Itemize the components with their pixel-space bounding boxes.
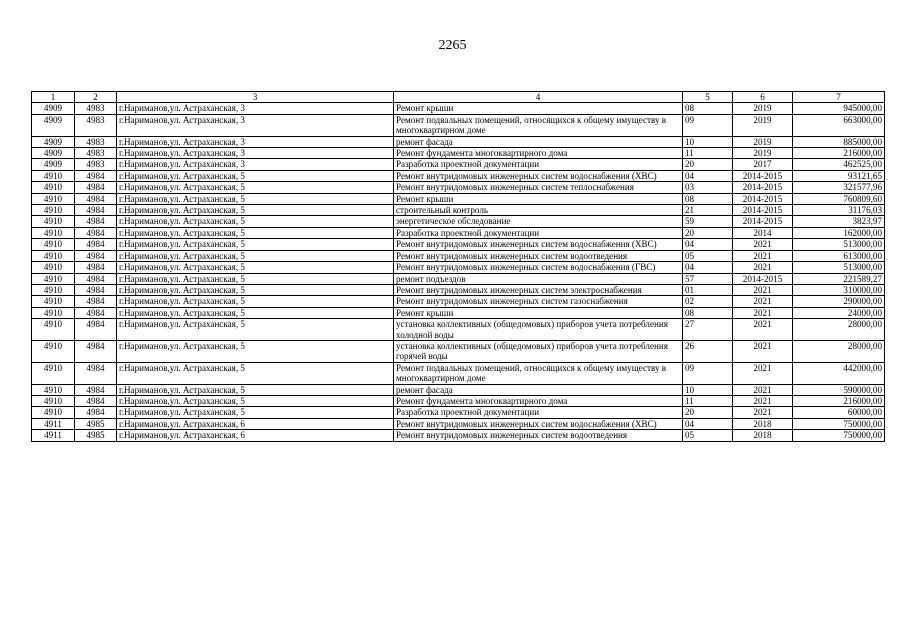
period-cell: 2019 bbox=[733, 103, 793, 114]
address-cell: г.Нариманов,ул. Астраханская, 5 bbox=[117, 319, 394, 341]
record-number-cell: 4910 bbox=[32, 296, 75, 307]
table-row bbox=[32, 418, 885, 429]
record-number-cell: 4910 bbox=[32, 395, 75, 406]
cost-cell: 3823,97 bbox=[793, 216, 885, 227]
column-header: 1 bbox=[32, 92, 75, 103]
record-number-cell: 4911 bbox=[32, 430, 75, 441]
table-row bbox=[32, 307, 885, 318]
address-cell: г.Нариманов,ул. Астраханская, 5 bbox=[117, 284, 394, 295]
work-type-cell: Ремонт подвальных помещений, относящихся к общему имуществу в многоквартирном доме bbox=[394, 114, 683, 136]
work-code-cell: 11 bbox=[683, 148, 733, 159]
column-header: 5 bbox=[683, 92, 733, 103]
record-number-cell: 4909 bbox=[32, 136, 75, 147]
cost-cell: 60000,00 bbox=[793, 407, 885, 418]
address-cell: г.Нариманов,ул. Астраханская, 5 bbox=[117, 262, 394, 273]
house-id-cell: 4984 bbox=[75, 362, 117, 384]
cost-cell: 750000,00 bbox=[793, 418, 885, 429]
table-row bbox=[32, 284, 885, 295]
work-type-cell: Ремонт внутридомовых инженерных систем газоснабжения bbox=[394, 296, 683, 307]
address-cell: г.Нариманов,ул. Астраханская, 5 bbox=[117, 395, 394, 406]
period-cell: 2014-2015 bbox=[733, 205, 793, 216]
address-cell: г.Нариманов,ул. Астраханская, 3 bbox=[117, 114, 394, 136]
table-row bbox=[32, 384, 885, 395]
work-type-cell: установка коллективных (общедомовых) приборов учета потребления холодной воды bbox=[394, 319, 683, 341]
address-cell: г.Нариманов,ул. Астраханская, 5 bbox=[117, 296, 394, 307]
table-row bbox=[32, 319, 885, 341]
period-cell: 2018 bbox=[733, 430, 793, 441]
house-id-cell: 4984 bbox=[75, 395, 117, 406]
address-cell: г.Нариманов,ул. Астраханская, 5 bbox=[117, 407, 394, 418]
cost-cell: 24000,00 bbox=[793, 307, 885, 318]
table-row bbox=[32, 136, 885, 147]
work-type-cell: Ремонт крыши bbox=[394, 103, 683, 114]
cost-cell: 513000,00 bbox=[793, 239, 885, 250]
work-type-cell: Ремонт внутридомовых инженерных систем водоснабжения (ХВС) bbox=[394, 239, 683, 250]
house-id-cell: 4985 bbox=[75, 430, 117, 441]
cost-cell: 945000,00 bbox=[793, 103, 885, 114]
cost-cell: 885000,00 bbox=[793, 136, 885, 147]
cost-cell: 216000,00 bbox=[793, 395, 885, 406]
work-type-cell: строительный контроль bbox=[394, 205, 683, 216]
cost-cell: 310000,00 bbox=[793, 284, 885, 295]
record-number-cell: 4909 bbox=[32, 103, 75, 114]
cost-cell: 760809,60 bbox=[793, 193, 885, 204]
address-cell: г.Нариманов,ул. Астраханская, 6 bbox=[117, 418, 394, 429]
record-number-cell: 4910 bbox=[32, 170, 75, 181]
column-header: 2 bbox=[75, 92, 117, 103]
house-id-cell: 4985 bbox=[75, 418, 117, 429]
register-table bbox=[31, 91, 885, 442]
period-cell: 2021 bbox=[733, 340, 793, 362]
record-number-cell: 4910 bbox=[32, 239, 75, 250]
house-id-cell: 4984 bbox=[75, 239, 117, 250]
work-code-cell: 20 bbox=[683, 159, 733, 170]
table-body bbox=[32, 103, 885, 441]
table-row bbox=[32, 170, 885, 181]
work-code-cell: 59 bbox=[683, 216, 733, 227]
table-row bbox=[32, 407, 885, 418]
period-cell: 2021 bbox=[733, 307, 793, 318]
address-cell: г.Нариманов,ул. Астраханская, 3 bbox=[117, 159, 394, 170]
column-header: 3 bbox=[117, 92, 394, 103]
period-cell: 2019 bbox=[733, 148, 793, 159]
address-cell: г.Нариманов,ул. Астраханская, 5 bbox=[117, 170, 394, 181]
address-cell: г.Нариманов,ул. Астраханская, 5 bbox=[117, 193, 394, 204]
record-number-cell: 4910 bbox=[32, 193, 75, 204]
table-row bbox=[32, 273, 885, 284]
cost-cell: 162000,00 bbox=[793, 227, 885, 238]
period-cell: 2014-2015 bbox=[733, 273, 793, 284]
address-cell: г.Нариманов,ул. Астраханская, 5 bbox=[117, 340, 394, 362]
record-number-cell: 4910 bbox=[32, 319, 75, 341]
work-type-cell: энергетическое обследование bbox=[394, 216, 683, 227]
address-cell: г.Нариманов,ул. Астраханская, 5 bbox=[117, 216, 394, 227]
work-code-cell: 04 bbox=[683, 418, 733, 429]
house-id-cell: 4983 bbox=[75, 103, 117, 114]
period-cell: 2021 bbox=[733, 284, 793, 295]
work-type-cell: Разработка проектной документации bbox=[394, 159, 683, 170]
house-id-cell: 4984 bbox=[75, 170, 117, 181]
work-code-cell: 02 bbox=[683, 296, 733, 307]
table-header bbox=[32, 92, 885, 103]
address-cell: г.Нариманов,ул. Астраханская, 6 bbox=[117, 430, 394, 441]
work-type-cell: Ремонт крыши bbox=[394, 193, 683, 204]
record-number-cell: 4910 bbox=[32, 362, 75, 384]
work-type-cell: ремонт фасада bbox=[394, 136, 683, 147]
column-header: 4 bbox=[394, 92, 683, 103]
record-number-cell: 4909 bbox=[32, 159, 75, 170]
house-id-cell: 4984 bbox=[75, 307, 117, 318]
address-cell: г.Нариманов,ул. Астраханская, 5 bbox=[117, 227, 394, 238]
house-id-cell: 4984 bbox=[75, 193, 117, 204]
address-cell: г.Нариманов,ул. Астраханская, 3 bbox=[117, 136, 394, 147]
page-number: 2265 bbox=[438, 38, 467, 53]
work-code-cell: 04 bbox=[683, 262, 733, 273]
house-id-cell: 4984 bbox=[75, 384, 117, 395]
cost-cell: 321577,96 bbox=[793, 182, 885, 193]
cost-cell: 663000,00 bbox=[793, 114, 885, 136]
work-type-cell: Ремонт внутридомовых инженерных систем электроснабжения bbox=[394, 284, 683, 295]
record-number-cell: 4910 bbox=[32, 205, 75, 216]
address-cell: г.Нариманов,ул. Астраханская, 5 bbox=[117, 273, 394, 284]
table-row bbox=[32, 296, 885, 307]
table-row bbox=[32, 103, 885, 114]
house-id-cell: 4983 bbox=[75, 148, 117, 159]
period-cell: 2021 bbox=[733, 395, 793, 406]
work-type-cell: Ремонт внутридомовых инженерных систем водоотведения bbox=[394, 250, 683, 261]
work-code-cell: 20 bbox=[683, 227, 733, 238]
address-cell: г.Нариманов,ул. Астраханская, 5 bbox=[117, 250, 394, 261]
period-cell: 2021 bbox=[733, 384, 793, 395]
record-number-cell: 4910 bbox=[32, 384, 75, 395]
address-cell: г.Нариманов,ул. Астраханская, 5 bbox=[117, 239, 394, 250]
record-number-cell: 4910 bbox=[32, 307, 75, 318]
period-cell: 2019 bbox=[733, 114, 793, 136]
work-type-cell: ремонт подъездов bbox=[394, 273, 683, 284]
work-code-cell: 09 bbox=[683, 114, 733, 136]
house-id-cell: 4984 bbox=[75, 340, 117, 362]
work-type-cell: Ремонт крыши bbox=[394, 307, 683, 318]
record-number-cell: 4910 bbox=[32, 227, 75, 238]
period-cell: 2014-2015 bbox=[733, 170, 793, 181]
record-number-cell: 4910 bbox=[32, 407, 75, 418]
house-id-cell: 4984 bbox=[75, 296, 117, 307]
table-row bbox=[32, 362, 885, 384]
work-code-cell: 10 bbox=[683, 136, 733, 147]
house-id-cell: 4984 bbox=[75, 250, 117, 261]
period-cell: 2014-2015 bbox=[733, 216, 793, 227]
cost-cell: 31176,03 bbox=[793, 205, 885, 216]
house-id-cell: 4984 bbox=[75, 407, 117, 418]
house-id-cell: 4984 bbox=[75, 216, 117, 227]
table-row bbox=[32, 148, 885, 159]
table-row bbox=[32, 182, 885, 193]
work-type-cell: Ремонт внутридомовых инженерных систем водоснабжения (ХВС) bbox=[394, 170, 683, 181]
address-cell: г.Нариманов,ул. Астраханская, 3 bbox=[117, 148, 394, 159]
period-cell: 2021 bbox=[733, 239, 793, 250]
period-cell: 2021 bbox=[733, 250, 793, 261]
table-row bbox=[32, 395, 885, 406]
work-code-cell: 26 bbox=[683, 340, 733, 362]
record-number-cell: 4910 bbox=[32, 182, 75, 193]
house-id-cell: 4984 bbox=[75, 205, 117, 216]
table-row bbox=[32, 262, 885, 273]
work-type-cell: Ремонт фундамента многоквартирного дома bbox=[394, 395, 683, 406]
period-cell: 2018 bbox=[733, 418, 793, 429]
work-type-cell: ремонт фасада bbox=[394, 384, 683, 395]
cost-cell: 513000,00 bbox=[793, 262, 885, 273]
record-number-cell: 4909 bbox=[32, 148, 75, 159]
house-id-cell: 4984 bbox=[75, 273, 117, 284]
column-header: 7 bbox=[793, 92, 885, 103]
work-type-cell: Ремонт внутридомовых инженерных систем водоснабжения (ГВС) bbox=[394, 262, 683, 273]
table-row bbox=[32, 114, 885, 136]
house-id-cell: 4983 bbox=[75, 159, 117, 170]
table-row bbox=[32, 430, 885, 441]
header-row bbox=[32, 92, 885, 103]
house-id-cell: 4984 bbox=[75, 284, 117, 295]
work-type-cell: Ремонт внутридомовых инженерных систем теплоснабжения bbox=[394, 182, 683, 193]
address-cell: г.Нариманов,ул. Астраханская, 5 bbox=[117, 384, 394, 395]
cost-cell: 750000,00 bbox=[793, 430, 885, 441]
period-cell: 2021 bbox=[733, 407, 793, 418]
work-code-cell: 03 bbox=[683, 182, 733, 193]
cost-cell: 590000,00 bbox=[793, 384, 885, 395]
cost-cell: 290000,00 bbox=[793, 296, 885, 307]
record-number-cell: 4910 bbox=[32, 216, 75, 227]
work-code-cell: 27 bbox=[683, 319, 733, 341]
table-row bbox=[32, 239, 885, 250]
cost-cell: 28000,00 bbox=[793, 319, 885, 341]
house-id-cell: 4984 bbox=[75, 262, 117, 273]
period-cell: 2014 bbox=[733, 227, 793, 238]
table-row bbox=[32, 250, 885, 261]
work-type-cell: Разработка проектной документации bbox=[394, 227, 683, 238]
work-code-cell: 08 bbox=[683, 307, 733, 318]
cost-cell: 462525,00 bbox=[793, 159, 885, 170]
work-type-cell: Ремонт внутридомовых инженерных систем водоотведения bbox=[394, 430, 683, 441]
work-code-cell: 04 bbox=[683, 239, 733, 250]
record-number-cell: 4910 bbox=[32, 340, 75, 362]
period-cell: 2021 bbox=[733, 262, 793, 273]
record-number-cell: 4910 bbox=[32, 273, 75, 284]
cost-cell: 216000,00 bbox=[793, 148, 885, 159]
work-code-cell: 11 bbox=[683, 395, 733, 406]
address-cell: г.Нариманов,ул. Астраханская, 3 bbox=[117, 103, 394, 114]
address-cell: г.Нариманов,ул. Астраханская, 5 bbox=[117, 362, 394, 384]
record-number-cell: 4911 bbox=[32, 418, 75, 429]
table-row bbox=[32, 205, 885, 216]
period-cell: 2019 bbox=[733, 136, 793, 147]
house-id-cell: 4984 bbox=[75, 319, 117, 341]
work-type-cell: Ремонт подвальных помещений, относящихся к общему имуществу в многоквартирном доме bbox=[394, 362, 683, 384]
period-cell: 2021 bbox=[733, 362, 793, 384]
house-id-cell: 4984 bbox=[75, 182, 117, 193]
work-type-cell: Ремонт внутридомовых инженерных систем водоснабжения (ХВС) bbox=[394, 418, 683, 429]
work-code-cell: 05 bbox=[683, 430, 733, 441]
record-number-cell: 4909 bbox=[32, 114, 75, 136]
table-row bbox=[32, 193, 885, 204]
work-type-cell: установка коллективных (общедомовых) приборов учета потребления горячей воды bbox=[394, 340, 683, 362]
table-row bbox=[32, 216, 885, 227]
record-number-cell: 4910 bbox=[32, 250, 75, 261]
address-cell: г.Нариманов,ул. Астраханская, 5 bbox=[117, 182, 394, 193]
cost-cell: 93121,65 bbox=[793, 170, 885, 181]
work-type-cell: Разработка проектной документации bbox=[394, 407, 683, 418]
address-cell: г.Нариманов,ул. Астраханская, 5 bbox=[117, 307, 394, 318]
period-cell: 2014-2015 bbox=[733, 193, 793, 204]
work-code-cell: 05 bbox=[683, 250, 733, 261]
work-code-cell: 04 bbox=[683, 170, 733, 181]
house-id-cell: 4984 bbox=[75, 227, 117, 238]
record-number-cell: 4910 bbox=[32, 284, 75, 295]
period-cell: 2021 bbox=[733, 296, 793, 307]
period-cell: 2017 bbox=[733, 159, 793, 170]
table-row bbox=[32, 340, 885, 362]
house-id-cell: 4983 bbox=[75, 114, 117, 136]
work-code-cell: 57 bbox=[683, 273, 733, 284]
work-type-cell: Ремонт фундамента многоквартирного дома bbox=[394, 148, 683, 159]
cost-cell: 442000,00 bbox=[793, 362, 885, 384]
work-code-cell: 21 bbox=[683, 205, 733, 216]
work-code-cell: 10 bbox=[683, 384, 733, 395]
period-cell: 2021 bbox=[733, 319, 793, 341]
cost-cell: 28000,00 bbox=[793, 340, 885, 362]
table-row bbox=[32, 227, 885, 238]
table-row bbox=[32, 159, 885, 170]
column-header: 6 bbox=[733, 92, 793, 103]
record-number-cell: 4910 bbox=[32, 262, 75, 273]
work-code-cell: 09 bbox=[683, 362, 733, 384]
work-code-cell: 08 bbox=[683, 103, 733, 114]
work-code-cell: 01 bbox=[683, 284, 733, 295]
cost-cell: 613000,00 bbox=[793, 250, 885, 261]
address-cell: г.Нариманов,ул. Астраханская, 5 bbox=[117, 205, 394, 216]
house-id-cell: 4983 bbox=[75, 136, 117, 147]
work-code-cell: 20 bbox=[683, 407, 733, 418]
period-cell: 2014-2015 bbox=[733, 182, 793, 193]
cost-cell: 221589,27 bbox=[793, 273, 885, 284]
work-code-cell: 08 bbox=[683, 193, 733, 204]
